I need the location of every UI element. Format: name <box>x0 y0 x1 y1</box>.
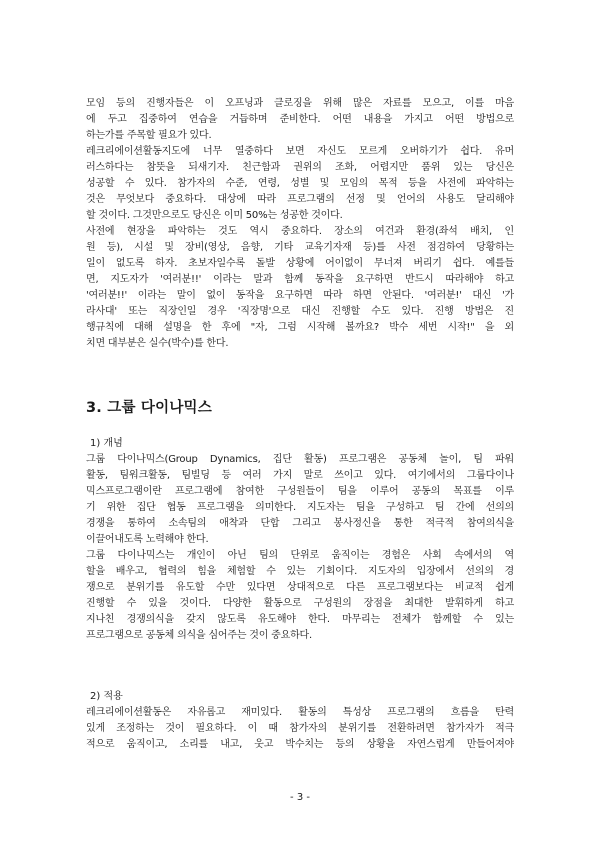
text-line: 모임 등의 진행자들은 이 오프닝과 클로징을 위해 많은 자료를 모으고, 이를 마음 <box>86 98 514 109</box>
subsection-heading: 1) 개념 <box>90 438 123 449</box>
text-line: '여러분!!' 이라는 말이 없이 동작을 요구하면 따라 하면 안된다. '여러분!' 대신 '가 <box>86 290 514 301</box>
text-line: 믹스프로그램이란 프로그램에 참여한 구성원들이 팀을 이루어 공동의 목표를 이루 <box>86 486 514 497</box>
text-line: 기 위한 집단 협동 프로그램을 의미한다. 지도자는 팀을 구성하고 팀 간에 선의의 <box>86 502 514 513</box>
section-heading: 3. 그룹 다이나믹스 <box>86 400 212 416</box>
subsection-heading: 2) 적용 <box>90 691 123 702</box>
text-line: 일이 없도록 하자. 초보자일수록 돌발 상황에 어이없이 무너져 버리기 쉽다. 예를들 <box>86 258 514 269</box>
text-line: 지나친 경쟁의식을 갖지 않도록 유도해야 한다. 마무리는 전체가 함께할 수 있는 <box>86 614 514 625</box>
text-line: 활동, 팀워크활동, 팀빌딩 등 여러 가지 말로 쓰이고 있다. 여기에서의 그룹다이나 <box>86 470 514 481</box>
text-line: 성공할 수 있다. 참가자의 수준, 연령, 성별 및 모임의 목적 등을 사전에 파악하는 <box>86 178 514 189</box>
text-line: 면, 지도자가 '여러분!!' 이라는 말과 함께 동작을 요구하면 반드시 따라해야 하고 <box>86 274 514 285</box>
paragraph-block-concept <box>86 436 514 644</box>
text-line: 그룹 다이나믹스(Group Dynamics, 집단 활동) 프로그램은 공동체 놀이, 팀 파워 <box>86 454 514 465</box>
text-line: 할 것이다. 그것만으로도 당신은 이미 50%는 성공한 것이다. <box>86 210 343 221</box>
text-line: 경쟁을 통하여 소속팀의 애착과 단합 그리고 봉사정신을 통한 적극적 참여의식을 <box>86 518 514 529</box>
text-line: 있게 조정하는 것이 필요하다. 이 때 참가자의 분위기를 전환하려면 참가자가 적극 <box>86 723 514 734</box>
text-line: 진행할 수 있을 것이다. 다양한 활동으로 구성원의 장점을 최대한 발휘하게 하고 <box>86 598 514 609</box>
text-line: 하는가를 주목할 필요가 있다. <box>86 130 212 141</box>
text-line: 할을 배우고, 협력의 힘을 체험할 수 있는 기회이다. 지도자의 입장에서 선의의 경 <box>86 566 514 577</box>
paragraph-block-application <box>86 689 514 753</box>
page-number: - 3 - <box>290 792 310 803</box>
text-line: 것은 무엇보다 중요하다. 대상에 따라 프로그램의 선정 및 언어의 사용도 달리해야 <box>86 194 514 205</box>
text-line: 원 등), 시설 및 장비(영상, 음향, 기타 교육기자재 등)를 사전 점검하여 당황하는 <box>86 242 514 253</box>
text-line: 레크리에이션활동은 자유롭고 재미있다. 활동의 특성상 프로그램의 흐름을 탄력 <box>86 707 514 718</box>
text-line: 프로그램으로 공동체 의식을 심어주는 것이 중요하다. <box>86 630 312 641</box>
text-line: 이끌어내도록 노력해야 한다. <box>86 534 209 545</box>
text-line: 레크리에이션활동지도에 너무 열중하다 보면 자신도 모르게 오버하기가 쉽다. 유머 <box>86 146 514 157</box>
paragraph-block-intro <box>86 96 514 352</box>
text-line: 라사대' 또는 직장인일 경우 '직장명'으로 대신 진행할 수도 있다. 진행 방법은 진 <box>86 306 514 317</box>
text-line: 적으로 움직이고, 소리를 내고, 웃고 박수치는 등의 상황을 자연스럽게 만들어져야 <box>86 739 514 750</box>
text-line: 쟁으로 분위기를 유도할 수만 있다면 상대적으로 다른 프로그램보다는 비교적 쉽게 <box>86 582 514 593</box>
text-line: 치면 대부분은 실수(박수)를 한다. <box>86 338 229 349</box>
text-line: 행규칙에 대해 설명을 한 후에 "자, 그럼 시작해 볼까요? 박수 세번 시작!" 을 외 <box>86 322 514 333</box>
text-line: 러스하다는 참뜻을 되새기자. 친근함과 권위의 조화, 어렵지만 품위 있는 당신은 <box>86 162 514 173</box>
text-line: 사전에 현장을 파악하는 것도 역시 중요하다. 장소의 여건과 환경(좌석 배치, 인 <box>86 226 514 237</box>
text-line: 에 두고 집중하여 연습을 거듭하며 준비한다. 어떤 내용을 가지고 어떤 방법으로 <box>86 114 514 125</box>
text-line: 그룹 다이나믹스는 개인이 아닌 팀의 단위로 움직이는 경험은 사회 속에서의 역 <box>86 550 514 561</box>
